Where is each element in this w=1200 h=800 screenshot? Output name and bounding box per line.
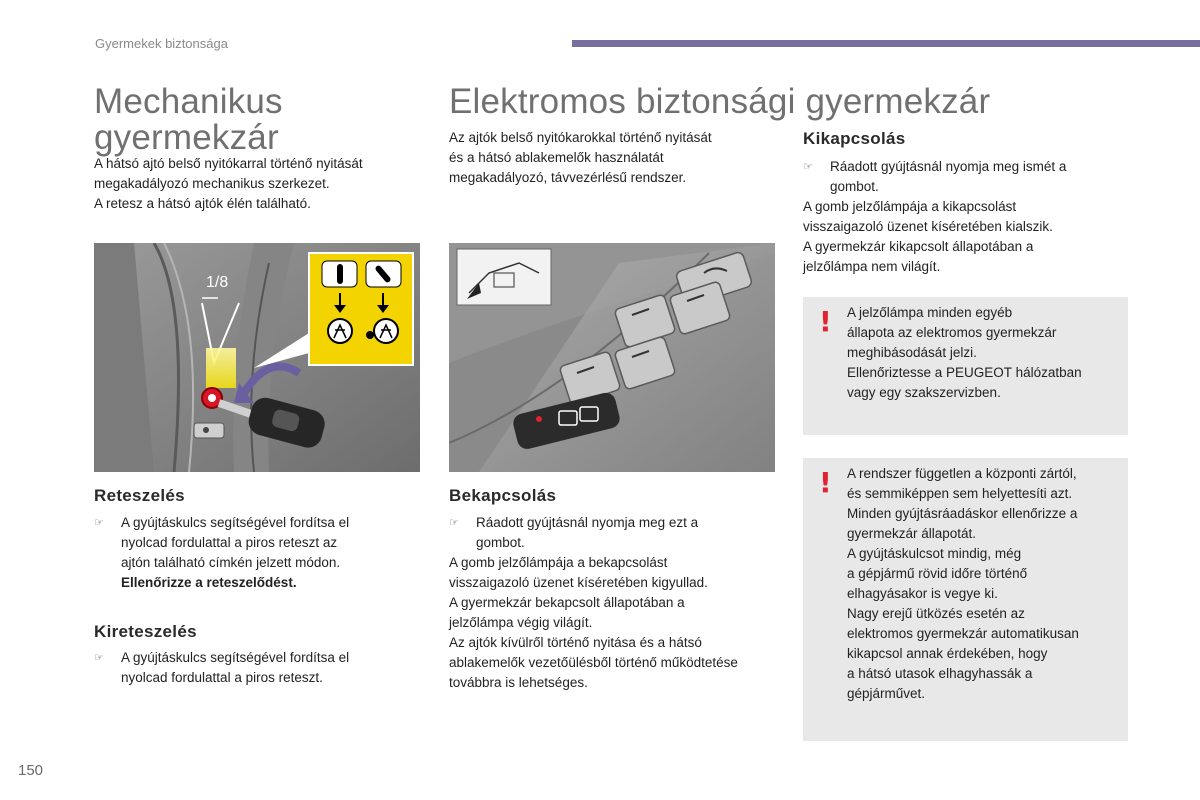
electric-intro-line: és a hátsó ablakemelők használatát: [449, 150, 664, 165]
unlocking-heading: Kireteszelés: [94, 622, 197, 641]
arrow-bullet-icon: ☞: [449, 517, 459, 529]
warning-text-line: meghibásodását jelzi.: [847, 345, 977, 360]
warning-text-line: Nagy erejű ütközés esetén az: [847, 606, 1025, 621]
warning-text-line: a gépjármű rövid időre történő: [847, 566, 1028, 581]
deactivation-instruction: [803, 157, 1143, 197]
mechanical-lock-title: [94, 84, 283, 156]
arrow-bullet-icon: ☞: [94, 517, 104, 529]
locking-instruction: [94, 513, 424, 593]
warning-text-line: A jelzőlámpa minden egyéb: [847, 305, 1013, 320]
mechanical-intro: [94, 154, 424, 214]
mechanical-lock-title-line2: gyermekzár: [94, 118, 279, 157]
activation-text-line: gombot.: [476, 535, 525, 550]
electric-lock-title: Elektromos biztonsági gyermekzár: [449, 82, 991, 121]
activation-body: [449, 553, 779, 693]
warning-text-line: gyermekzár állapotát.: [847, 526, 977, 541]
mechanical-intro-line: A retesz a hátsó ajtók élén található.: [94, 196, 311, 211]
warning-text-line: A rendszer független a központi zártól,: [847, 466, 1077, 481]
mechanical-lock-title-line1: Mechanikus: [94, 82, 283, 121]
warning-text-line: A gyújtáskulcsot mindig, még: [847, 546, 1022, 561]
warning-text-line: kikapcsol annak érdekében, hogy: [847, 646, 1048, 661]
electric-intro: [449, 128, 779, 188]
warning-text-line: állapota az elektromos gyermekzár: [847, 325, 1057, 340]
activation-body-line: ablakemelők vezetőülésből történő működtetése: [449, 655, 738, 670]
locking-text-line: ajtón található címkén jelzett módon.: [121, 555, 341, 570]
mechanical-lock-illustration: [94, 243, 420, 472]
electric-intro-line: Az ajtók belső nyitókarokkal történő nyitását: [449, 130, 712, 145]
deactivation-body-line: A gomb jelzőlámpája a kikapcsolást: [803, 199, 1017, 214]
deactivation-body: [803, 197, 1143, 277]
deactivation-text-line: gombot.: [830, 179, 879, 194]
activation-body-line: A gomb jelzőlámpája a bekapcsolást: [449, 555, 668, 570]
activation-body-line: A gyermekzár bekapcsolt állapotában a: [449, 595, 685, 610]
window-switch-panel-illustration: [449, 243, 775, 472]
deactivation-body-line: A gyermekzár kikapcsolt állapotában a: [803, 239, 1034, 254]
warning-text-line: a hátsó utasok elhagyhassák a: [847, 666, 1033, 681]
unlocking-text-line: A gyújtáskulcs segítségével fordítsa el: [121, 650, 350, 665]
activation-body-line: Az ajtók kívülről történő nyitása és a hátsó: [449, 635, 702, 650]
unlocking-instruction: [94, 648, 424, 688]
svg-text:1/8: 1/8: [206, 274, 229, 291]
warning-text-line: elhagyásakor is vegye ki.: [847, 586, 998, 601]
activation-text-line: Ráadott gyújtásnál nyomja meg ezt a: [476, 515, 699, 530]
unlocking-text-line: nyolcad fordulattal a piros reteszt.: [121, 670, 323, 685]
section-title: Gyermekek biztonsága: [95, 36, 228, 51]
electric-lock-illustration: [449, 243, 775, 472]
warning-text-line: és semmiképpen sem helyettesíti azt.: [847, 486, 1073, 501]
door-latch-key-illustration: [94, 243, 420, 472]
locking-heading: Reteszelés: [94, 486, 185, 505]
warning-text-line: gépjárművet.: [847, 686, 926, 701]
activation-heading: Bekapcsolás: [449, 486, 557, 505]
warning-box-independence: [803, 458, 1128, 741]
warning-text-line: elektromos gyermekzár automatikusan: [847, 626, 1079, 641]
warning-text: [847, 464, 1079, 704]
warning-text-line: vagy egy szakszervizben.: [847, 385, 1001, 400]
locking-check-note: Ellenőrizze a reteszelődést.: [121, 575, 297, 590]
warning-box-fault: [803, 297, 1128, 435]
activation-body-line: visszaigazoló üzenet kíséretében kigyullad.: [449, 575, 708, 590]
deactivation-body-line: visszaigazoló üzenet kíséretében kialszik.: [803, 219, 1053, 234]
activation-instruction: [449, 513, 779, 553]
activation-body-line: továbbra is lehetséges.: [449, 675, 588, 690]
page-number: 150: [18, 762, 44, 779]
mechanical-intro-line: megakadályozó mechanikus szerkezet.: [94, 176, 330, 191]
warning-text: [847, 303, 1082, 403]
warning-exclamation-icon: !: [819, 305, 832, 338]
deactivation-body-line: jelzőlámpa nem világít.: [803, 259, 941, 274]
locking-text-line: nyolcad fordulattal a piros reteszt az: [121, 535, 338, 550]
activation-body-line: jelzőlámpa végig világít.: [449, 615, 593, 630]
warning-exclamation-icon: !: [819, 466, 832, 499]
locking-text-line: A gyújtáskulcs segítségével fordítsa el: [121, 515, 350, 530]
deactivation-text-line: Ráadott gyújtásnál nyomja meg ismét a: [830, 159, 1067, 174]
arrow-bullet-icon: ☞: [803, 161, 813, 173]
arrow-bullet-icon: ☞: [94, 652, 104, 664]
electric-intro-line: megakadályozó, távvezérlésű rendszer.: [449, 170, 687, 185]
deactivation-heading: Kikapcsolás: [803, 129, 906, 148]
warning-text-line: Minden gyújtásráadáskor ellenőrizze a: [847, 506, 1078, 521]
header-accent-bar: [572, 40, 1200, 47]
mechanical-intro-line: A hátsó ajtó belső nyitókarral történő nyitását: [94, 156, 363, 171]
warning-text-line: Ellenőriztesse a PEUGEOT hálózatban: [847, 365, 1082, 380]
